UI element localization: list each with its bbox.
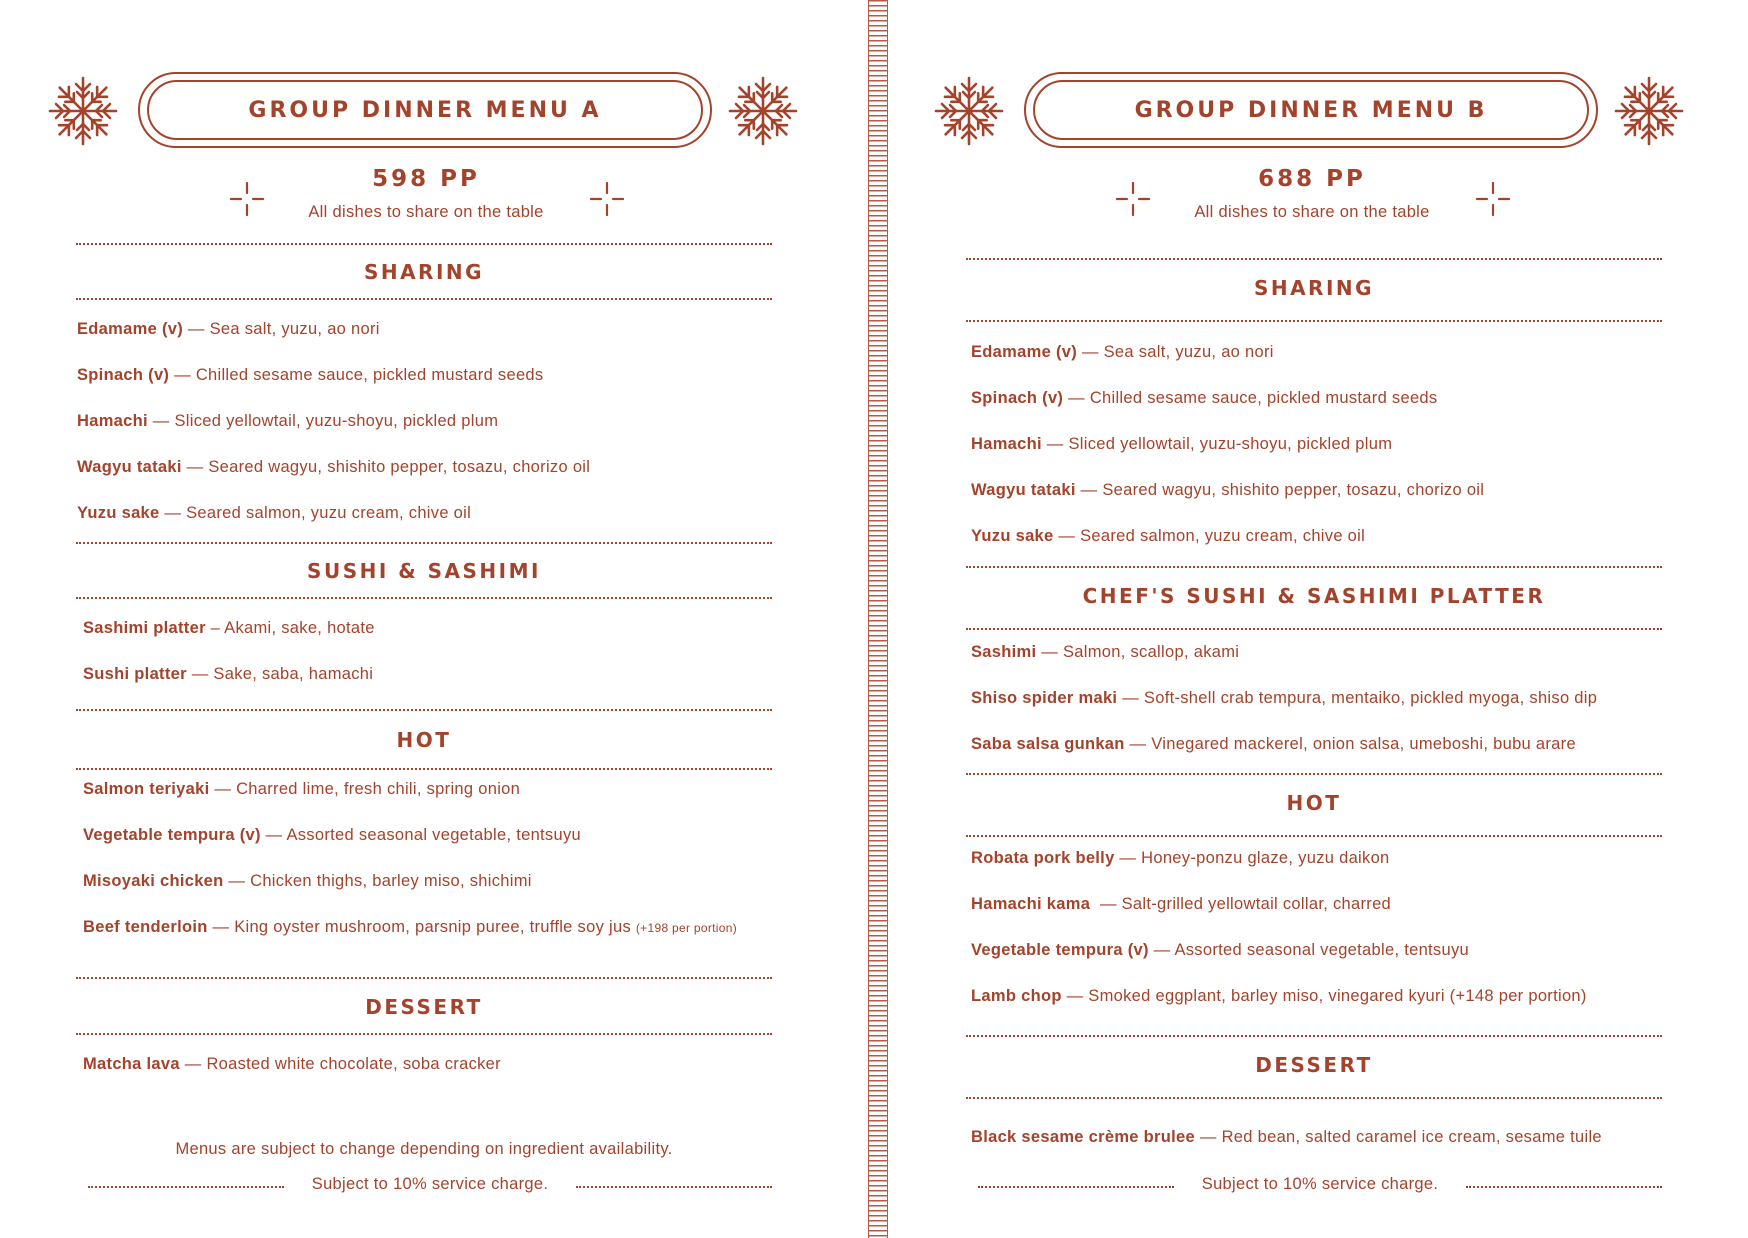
- dish-name: Matcha lava: [83, 1055, 180, 1073]
- service-charge: Subject to 10% service charge.: [311, 1175, 549, 1193]
- dish-separator: —: [260, 826, 287, 844]
- dish-description: Soft-shell crab tempura, mentaiko, pickled myoga, shiso dip: [1143, 689, 1598, 707]
- page-spine: [868, 0, 888, 1238]
- menu-item: [77, 458, 590, 477]
- dish-separator: —: [181, 458, 209, 476]
- menu-item: [83, 780, 520, 799]
- dish-description: Sake, saba, hamachi: [213, 665, 374, 683]
- dish-separator: —: [1053, 527, 1081, 545]
- menu-b-title-frame: [1024, 72, 1598, 148]
- section-heading: HOT: [1286, 791, 1342, 815]
- divider: [978, 1186, 1174, 1188]
- menu-item: [83, 665, 373, 684]
- dish-separator: —: [1090, 895, 1122, 913]
- dish-name: Spinach (v): [77, 366, 170, 384]
- divider: [966, 566, 1662, 568]
- dish-description: Seared salmon, yuzu cream, chive oil: [1080, 527, 1366, 545]
- menu-a-share-note: All dishes to share on the table: [308, 203, 544, 221]
- dish-name: Hamachi kama: [971, 895, 1091, 913]
- dish-separator: —: [1124, 735, 1152, 753]
- dish-separator: —: [1117, 689, 1144, 707]
- dish-name: Sashimi platter: [83, 619, 206, 637]
- dish-name: Wagyu tataki: [77, 458, 182, 476]
- dish-description: Sea salt, yuzu, ao nori: [209, 320, 380, 338]
- menu-a-title: GROUP DINNER MENU A: [147, 80, 703, 140]
- divider: [576, 1186, 772, 1188]
- dish-description: Salmon, scallop, akami: [1062, 643, 1240, 661]
- divider: [1466, 1186, 1662, 1188]
- menu-item: [971, 481, 1484, 500]
- section-heading: SHARING: [363, 260, 485, 284]
- menu-item: [971, 643, 1239, 662]
- dish-description: Chicken thighs, barley miso, shichimi: [250, 872, 532, 890]
- dish-description: Sliced yellowtail, yuzu-shoyu, pickled plum: [1068, 435, 1393, 453]
- menu-item: [83, 619, 375, 638]
- dish-description: Chilled sesame sauce, pickled mustard seeds: [195, 366, 544, 384]
- menu-item: [77, 366, 543, 385]
- dish-separator: —: [179, 1055, 207, 1073]
- dish-name: Salmon teriyaki: [83, 780, 210, 798]
- dish-separator: —: [1194, 1128, 1222, 1146]
- menu-item: [83, 1055, 501, 1074]
- dish-name: Black sesame crème brulee: [971, 1128, 1195, 1146]
- menu-item: [971, 735, 1576, 754]
- menu-item: [971, 689, 1597, 708]
- dish-name: Edamame (v): [971, 343, 1078, 361]
- dish-description: Salt-grilled yellowtail collar, charred: [1121, 895, 1392, 913]
- dish-description: Seared wagyu, shishito pepper, tosazu, chorizo oil: [208, 458, 591, 476]
- menu-b-title: GROUP DINNER MENU B: [1033, 80, 1589, 140]
- dish-description: Sea salt, yuzu, ao nori: [1103, 343, 1274, 361]
- dish-name: Sashimi: [971, 643, 1037, 661]
- divider: [76, 542, 772, 544]
- divider: [88, 1186, 284, 1188]
- divider: [76, 243, 772, 245]
- dish-name: Hamachi: [77, 412, 148, 430]
- menu-item: [971, 389, 1437, 408]
- dish-name: Vegetable tempura (v): [83, 826, 261, 844]
- dish-name: Saba salsa gunkan: [971, 735, 1125, 753]
- dish-name: Lamb chop: [971, 987, 1062, 1005]
- divider: [76, 597, 772, 599]
- dish-description: Assorted seasonal vegetable, tentsuyu: [1174, 941, 1469, 959]
- menu-a-price: 598 PP: [372, 166, 480, 192]
- menu-item: [971, 941, 1469, 960]
- dish-separator: —: [169, 366, 196, 384]
- dish-name: Sushi platter: [83, 665, 187, 683]
- dish-name: Vegetable tempura (v): [971, 941, 1149, 959]
- menu-item: [83, 918, 737, 937]
- menu-item: [971, 527, 1365, 546]
- sparkle-icon: [1476, 182, 1510, 216]
- dish-separator: —: [1061, 987, 1089, 1005]
- menu-item: [971, 987, 1587, 1006]
- dish-description: Akami, sake, hotate: [224, 619, 375, 637]
- section-heading: SUSHI & SASHIMI: [307, 559, 541, 583]
- menu-item: [971, 1128, 1602, 1147]
- dish-description: Charred lime, fresh chili, spring onion: [236, 780, 521, 798]
- snowflake-icon: [48, 76, 118, 146]
- divider: [76, 298, 772, 300]
- sparkle-icon: [590, 182, 624, 216]
- dish-name: Wagyu tataki: [971, 481, 1076, 499]
- dish-description: Assorted seasonal vegetable, tentsuyu: [286, 826, 581, 844]
- section-heading: DESSERT: [365, 995, 483, 1019]
- dish-separator: —: [209, 780, 237, 798]
- price-note: (+198 per portion): [635, 921, 738, 935]
- divider: [76, 709, 772, 711]
- dish-separator: —: [186, 665, 214, 683]
- dish-description: Vinegared mackerel, onion salsa, umeboshi, bubu arare: [1151, 735, 1576, 753]
- dish-name: Yuzu sake: [971, 527, 1054, 545]
- dish-name: Shiso spider maki: [971, 689, 1118, 707]
- dish-description: Smoked eggplant, barley miso, vinegared kyuri (+148 per portion): [1088, 987, 1587, 1005]
- divider: [966, 1035, 1662, 1037]
- divider: [966, 258, 1662, 260]
- service-charge: Subject to 10% service charge.: [1201, 1175, 1439, 1193]
- divider: [966, 835, 1662, 837]
- dish-description: Chilled sesame sauce, pickled mustard seeds: [1089, 389, 1438, 407]
- divider: [966, 773, 1662, 775]
- dish-name: Yuzu sake: [77, 504, 160, 522]
- dish-name: Hamachi: [971, 435, 1042, 453]
- menu-a-title-frame: [138, 72, 712, 148]
- menu-item: [83, 872, 532, 891]
- dish-separator: —: [1148, 941, 1175, 959]
- dish-separator: –: [205, 619, 225, 637]
- dish-separator: —: [1114, 849, 1142, 867]
- dish-separator: —: [183, 320, 210, 338]
- divider: [76, 768, 772, 770]
- dish-name: Robata pork belly: [971, 849, 1115, 867]
- menu-item: [83, 826, 581, 845]
- dish-separator: —: [1036, 643, 1063, 661]
- divider: [76, 977, 772, 979]
- menu-b-share-note: All dishes to share on the table: [1194, 203, 1430, 221]
- menu-item: [971, 849, 1390, 868]
- menu-item: [77, 320, 380, 339]
- section-heading: SHARING: [1253, 276, 1375, 300]
- section-heading: HOT: [396, 728, 452, 752]
- dish-name: Edamame (v): [77, 320, 184, 338]
- divider: [966, 1097, 1662, 1099]
- menu-a-page: [0, 0, 870, 1238]
- dish-description: Honey-ponzu glaze, yuzu daikon: [1141, 849, 1390, 867]
- dish-name: Misoyaki chicken: [83, 872, 224, 890]
- snowflake-icon: [934, 76, 1004, 146]
- dish-separator: —: [1075, 481, 1103, 499]
- menu-item: [971, 343, 1274, 362]
- menu-item: [77, 412, 498, 431]
- availability-note: Menus are subject to change depending on ingredient availability.: [175, 1140, 673, 1158]
- dish-separator: —: [223, 872, 251, 890]
- dish-description: Sliced yellowtail, yuzu-shoyu, pickled plum: [174, 412, 499, 430]
- divider: [966, 628, 1662, 630]
- snowflake-icon: [1614, 76, 1684, 146]
- section-heading: CHEF'S SUSHI & SASHIMI PLATTER: [1082, 584, 1546, 608]
- dish-separator: —: [1041, 435, 1069, 453]
- dish-description: Seared wagyu, shishito pepper, tosazu, chorizo oil: [1102, 481, 1485, 499]
- dish-description: King oyster mushroom, parsnip puree, truffle soy jus: [234, 918, 631, 936]
- dish-separator: —: [207, 918, 235, 936]
- dish-separator: —: [1077, 343, 1104, 361]
- menu-item: [971, 895, 1391, 914]
- dish-separator: —: [159, 504, 187, 522]
- dish-name: Beef tenderloin: [83, 918, 208, 936]
- menu-item: [77, 504, 471, 523]
- menu-b-page: [890, 0, 1748, 1238]
- dish-description: Red bean, salted caramel ice cream, sesame tuile: [1221, 1128, 1602, 1146]
- menu-item: [971, 435, 1392, 454]
- dish-description: Roasted white chocolate, soba cracker: [206, 1055, 501, 1073]
- divider: [76, 1033, 772, 1035]
- dish-description: Seared salmon, yuzu cream, chive oil: [186, 504, 472, 522]
- divider: [966, 320, 1662, 322]
- dish-separator: —: [1063, 389, 1090, 407]
- section-heading: DESSERT: [1255, 1053, 1373, 1077]
- snowflake-icon: [728, 76, 798, 146]
- dish-separator: —: [147, 412, 175, 430]
- dish-name: Spinach (v): [971, 389, 1064, 407]
- menu-b-price: 688 PP: [1258, 166, 1366, 192]
